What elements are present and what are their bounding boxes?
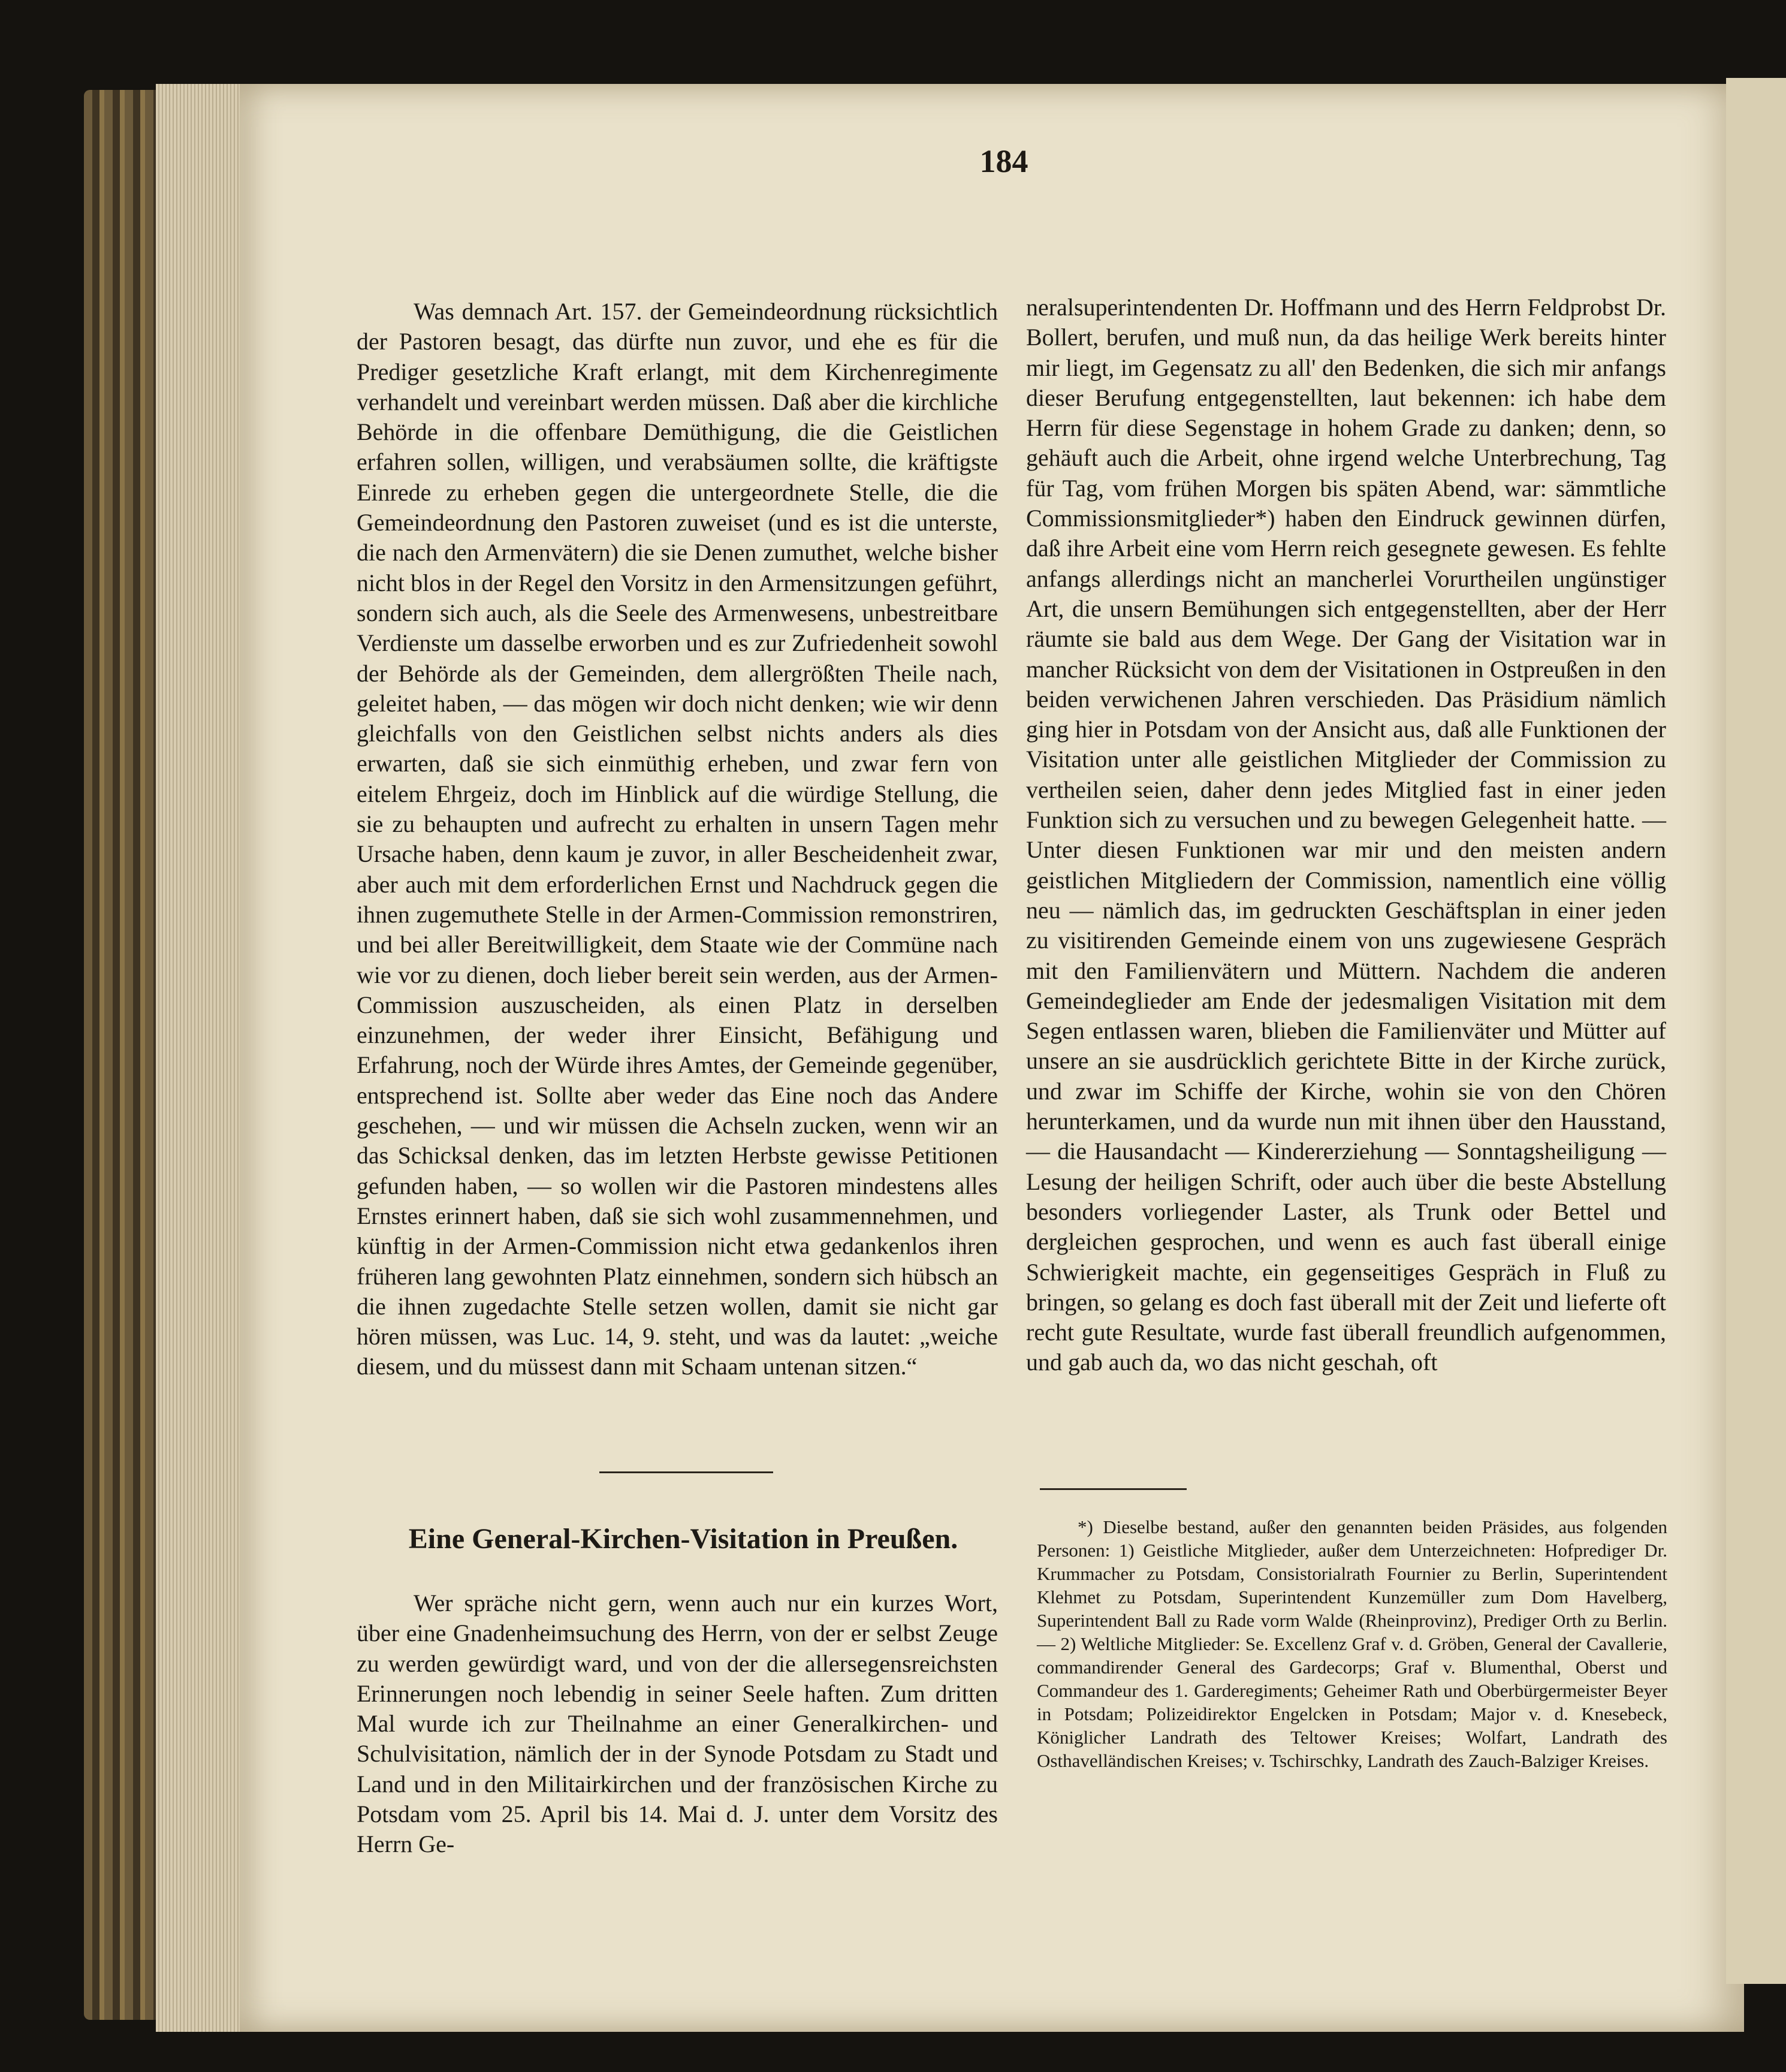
article-paragraph: Wer spräche nicht gern, wenn auch nur ein kurzes Wort, über eine Gnadenheimsuchung des Herrn, von der er selbst Zeuge zu werden gewürdigt ward, und von der die allersegensreichsten Erinnerungen noch lebendig in seiner Seele haften. Zum dritten Mal wurde ich zur Theilnahme an einer Generalkirchen- und Schulvisitation, nämlich der in der Synode Potsdam zu Stadt und Land und in den Militairkirchen und der französischen Kirche zu Potsdam vom 25. April bis 14. Mai d. J. unter dem Vorsitz des Herrn Ge-	[357, 1590, 998, 1858]
right-paragraph: neralsuperintendenten Dr. Hoffmann und des Herrn Feldprobst Dr. Bollert, berufen, und muß nun, da das heilige Werk bereits hinter mir liegt, im Gegensatz zu all' den Bedenken, die sich mir anfangs dieser Berufung entgegenstellten, laut bekennen: ich habe dem Herrn für diese Segenstage in hohem Grade zu danken; denn, so gehäuft auch die Arbeit, ohne irgend welche Unterbrechung, Tag für Tag, vom frühen Morgen bis späten Abend, war: sämmtliche Commissionsmitglieder*) haben den Eindruck gewinnen dürfen, daß ihre Arbeit eine vom Herrn reich gesegnete gewesen. Es fehlte anfangs allerdings nicht an mancherlei Vorurtheilen ungünstiger Art, die unsern Bemühungen sich entgegenstellten, aber der Herr räumte sie bald aus dem Wege. Der Gang der Visitation war in mancher Rücksicht von dem der Visitationen in Ostpreußen in den beiden verwichenen Jahren verschieden. Das Präsidium nämlich ging hier in Potsdam von der Ansicht aus, daß alle Funktionen der Visitation unter alle geistlichen Mitglieder der Commission zu vertheilen seien, daher denn jedes Mitglied fast in einer jeden Funktion sich zu versuchen und zu bewegen Gelegenheit hatte. — Unter diesen Funktionen war mir und den meisten andern geistlichen Mitgliedern der Commission, namentlich eine völlig neu — nämlich das, im gedruckten Geschäftsplan in einer jeden zu visitirenden Gemeinde einem von uns zugewiesene Gespräch mit den Familienvätern und Müttern. Nachdem die anderen Gemeindeglieder am Ende der jedesmaligen Visitation mit dem Segen entlassen waren, blieben die Familienväter und Mütter auf unsere an sie ausdrücklich gerichtete Bitte in der Kirche zurück, und zwar im Schiffe der Kirche, wohin sie von den Chören herunterkamen, und da wurde nun mit ihnen über den Hausstand, — die Hausandacht — Kindererziehung — Sonntagsheiligung — Lesung der heiligen Schrift, oder auch über die beste Abstellung besonders vorliegender Laster, als Trunk oder Bettel und dergleichen gesprochen, und wenn es auch fast überall einige Schwierigkeit machte, ein gegenseitiges Gespräch in Fluß zu bringen, so gelang es doch fast überall mit der Zeit und lieferte oft recht gute Resultate, wurde fast überall freundlich aufgenommen, und gab auch da, wo das nicht geschah, oft	[1026, 294, 1666, 1376]
footnote-block	[1037, 1515, 1667, 1772]
page-number: 184	[979, 143, 1028, 179]
footnote-text: *) Dieselbe bestand, außer den genannten beiden Präsides, aus folgenden Personen: 1) Geistliche Mitglieder, außer dem Unterzeichneten: Hofprediger Dr. Krummacher zu Potsdam, Consistorialrath Fournier zu Berlin, Superintendent Klehmet zu Potsdam, Superintendent Kunzemüller zum Dom Havelberg, Superintendent Ball zu Rade vorm Walde (Rheinprovinz), Prediger Orth zu Berlin. — 2) Weltliche Mitglieder: Se. Excellenz Graf v. d. Gröben, General der Cavallerie, commandirender General des Gardecorps; Graf v. Blumenthal, Oberst und Commandeur des 1. Garderegiments; Geheimer Rath und Oberbürgermeister Beyer in Potsdam; Polizeidirektor Engelcken in Potsdam; Major v. d. Knesebeck, Königlicher Landrath des Teltower Kreises; Wolfart, Landrath des Osthavelländischen Kreises; v. Tschirschky, Landrath des Zauch-Balziger Kreises.	[1037, 1516, 1667, 1771]
facing-page-edge	[1726, 78, 1786, 1984]
right-column	[1026, 292, 1666, 1378]
article-column	[357, 1588, 998, 1860]
section-divider	[599, 1471, 773, 1473]
left-paragraph: Was demnach Art. 157. der Gemeindeordnung rücksichtlich der Pastoren besagt, das dürfte nun zuvor, und ehe es für die Prediger gesetzliche Kraft erlangt, mit dem Kirchenregimente verhandelt und vereinbart werden müssen. Daß aber die kirchliche Behörde in die offenbare Demüthigung, die die Geistlichen erfahren sollen, willigen, und verabsäumen sollte, die kräftigste Einrede zu erheben gegen die untergeordnete Stelle, die die Gemeindeordnung den Pastoren zuweiset (und es ist die unterste, die nach den Armenvätern) die sie Denen zumuthet, welche bisher nicht blos in der Regel den Vorsitz in den Armensitzungen geführt, sondern sich auch, als die Seele des Armenwesens, unbestreitbare Verdienste um dasselbe erworben und es zur Zufriedenheit sowohl der Behörde als der Gemeinden, dem allergrößten Theile nach, geleitet haben, — das mögen wir doch nicht denken; wie wir denn gleichfalls von den Geistlichen selbst nichts anders als dies erwarten, daß sie sich einmüthig erheben, und zwar fern von eitelem Ehrgeiz, doch im Hinblick auf die würdige Stellung, die sie zu behaupten und aufrecht zu erhalten in unsern Tagen mehr Ursache haben, denn kaum je zuvor, in aller Bescheidenheit zwar, aber auch mit dem erforderlichen Ernst und Nachdruck gegen die ihnen zugemuthete Stelle in der Armen-Commission remonstriren, und bei aller Bereitwilligkeit, dem Staate wie der Commüne nach wie vor zu dienen, doch lieber bereit sein werden, aus der Armen-Commission auszuscheiden, als einen Platz in derselben einzunehmen, der weder ihrer Einsicht, Befähigung und Erfahrung, noch der Würde ihres Amtes, der Gemeinde gegenüber, entsprechend ist. Sollte aber weder das Eine noch das Andere geschehen, — und wir müssen die Achseln zucken, wenn wir an das Schicksal denken, das im letzten Herbste gewisse Petitionen gefunden haben, — so wollen wir die Pastoren mindestens alles Ernstes erinnert haben, daß sie sich wohl zusammennehmen, und künftig in der Armen-Commission nicht etwa gedankenlos ihren früheren lang gewohnten Platz einnehmen, sondern sich hübsch an die ihnen zugedachte Stelle setzen wollen, damit sie nicht gar hören müssen, was Luc. 14, 9. steht, und was da lautet: „weiche diesem, und du müssest dann mit Schaam untenan sitzen.“	[357, 298, 998, 1380]
page-stack-edge	[156, 84, 252, 2032]
article-heading: Eine General-Kirchen-Visitation in Preußen.	[408, 1523, 958, 1555]
footnote-divider	[1040, 1488, 1187, 1490]
left-column	[357, 297, 998, 1382]
